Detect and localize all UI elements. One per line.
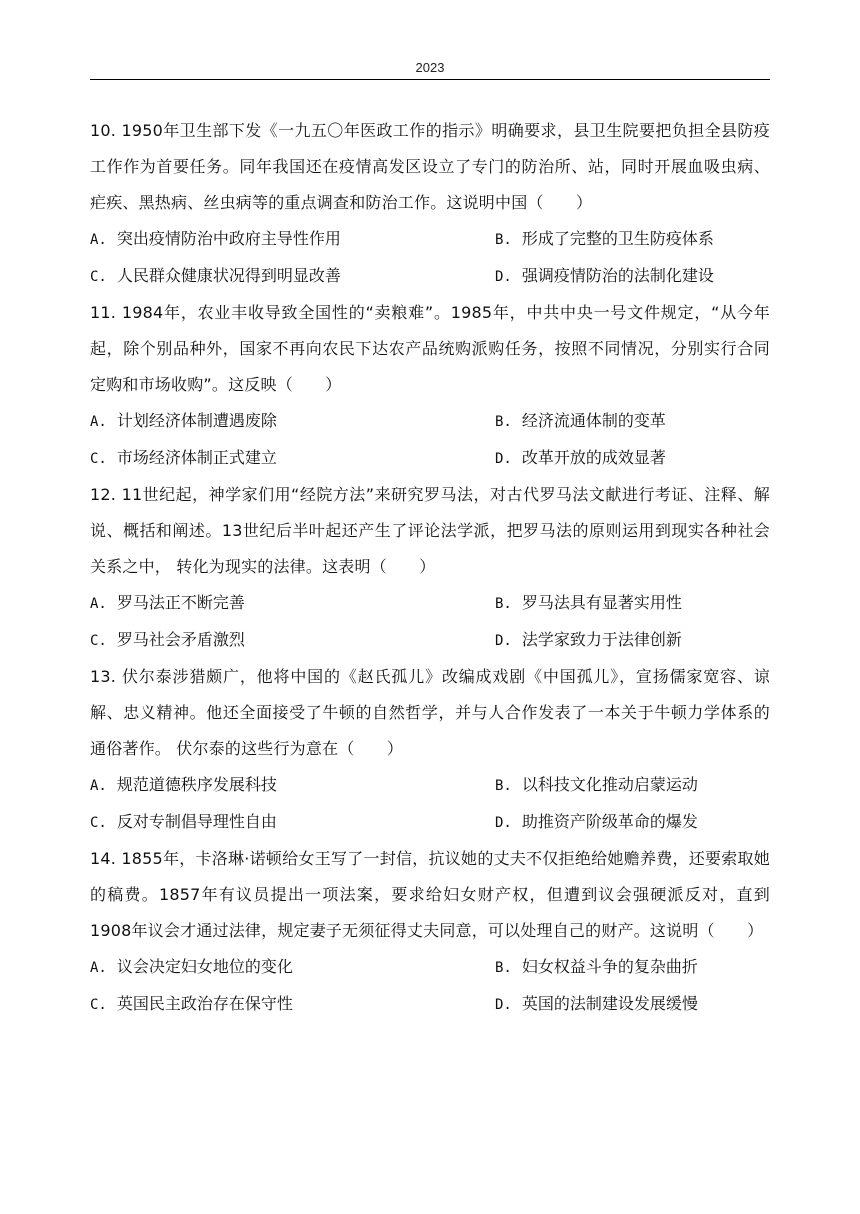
option-b[interactable] bbox=[495, 221, 770, 258]
question-stem: 14. 1855年，卡洛琳·诺顿给女王写了一封信，抗议她的丈夫不仅拒绝给她赡养费，还要索取她的稿费。1857年有议员提出一项法案，要求给妇女财产权，但遭到议会强硬派反对，直到1908年议会才通过法律，规定妻子无须征得丈夫同意，可以处理自己的财产。这说明（ ） bbox=[90, 849, 770, 940]
question-14 bbox=[90, 841, 770, 1023]
question-stem: 12. 11世纪起，神学家们用“经院方法”来研究罗马法，对古代罗马法文献进行考证、注释、解说、概括和阐述。13世纪后半叶起还产生了评论法学派，把罗马法的原则运用到现实各种社会关系之中， 转化为现实的法律。这表明（ ） bbox=[90, 485, 770, 576]
option-a[interactable] bbox=[90, 221, 495, 258]
page-header-year: 2023 bbox=[415, 60, 445, 75]
question-stem: 11. 1984年，农业丰收导致全国性的“卖粮难”。1985年，中共中央一号文件规定，“从今年起，除个别品种外，国家不再向农民下达农产品统购派购任务，按照不同情况，分别实行合同定购和市场收购”。这反映（ ） bbox=[90, 303, 770, 394]
option-text: 突出疫情防治中政府主导性作用 bbox=[116, 229, 341, 248]
question-stem: 10. 1950年卫生部下发《一九五〇年医政工作的指示》明确要求，县卫生院要把负担全县防疫工作作为首要任务。同年我国还在疫情高发区设立了专门的防治所、站，同时开展血吸虫病、疟疾、黑热病、丝虫病等的重点调查和防治工作。这说明中国（ ） bbox=[90, 121, 770, 212]
option-text: 规范道德秩序发展科技 bbox=[116, 775, 277, 794]
option-b[interactable] bbox=[495, 403, 770, 440]
option-d[interactable] bbox=[495, 440, 770, 477]
option-d[interactable] bbox=[495, 258, 770, 295]
option-a[interactable] bbox=[90, 585, 495, 622]
option-text: 经济流通体制的变革 bbox=[521, 411, 666, 430]
option-letter: B. bbox=[495, 778, 512, 794]
option-letter: D. bbox=[495, 269, 512, 285]
option-letter: B. bbox=[495, 414, 512, 430]
option-letter: B. bbox=[495, 232, 512, 248]
option-b[interactable] bbox=[495, 949, 770, 986]
option-text: 强调疫情防治的法制化建设 bbox=[521, 266, 714, 285]
option-b[interactable] bbox=[495, 585, 770, 622]
option-text: 议会决定妇女地位的变化 bbox=[116, 957, 293, 976]
option-text: 市场经济体制正式建立 bbox=[116, 448, 277, 467]
option-b[interactable] bbox=[495, 767, 770, 804]
answer-options bbox=[90, 585, 770, 659]
option-text: 英国民主政治存在保守性 bbox=[116, 994, 293, 1013]
option-text: 以科技文化推动启蒙运动 bbox=[521, 775, 698, 794]
option-text: 妇女权益斗争的复杂曲折 bbox=[521, 957, 698, 976]
option-text: 人民群众健康状况得到明显改善 bbox=[116, 266, 341, 285]
option-d[interactable] bbox=[495, 804, 770, 841]
option-a[interactable] bbox=[90, 949, 495, 986]
option-letter: C. bbox=[90, 451, 107, 467]
option-text: 助推资产阶级革命的爆发 bbox=[521, 812, 698, 831]
answer-options bbox=[90, 221, 770, 295]
option-letter: D. bbox=[495, 451, 512, 467]
header-divider bbox=[90, 79, 770, 80]
option-letter: D. bbox=[495, 997, 512, 1013]
question-13 bbox=[90, 659, 770, 841]
option-a[interactable] bbox=[90, 767, 495, 804]
option-letter: B. bbox=[495, 960, 512, 976]
option-letter: A. bbox=[90, 596, 107, 612]
question-12 bbox=[90, 477, 770, 659]
option-c[interactable] bbox=[90, 258, 495, 295]
option-c[interactable] bbox=[90, 986, 495, 1023]
option-text: 计划经济体制遭遇废除 bbox=[116, 411, 277, 430]
question-stem: 13. 伏尔泰涉猎颇广，他将中国的《赵氏孤儿》改编成戏剧《中国孤儿》，宣扬儒家宽容、谅解、忠义精神。他还全面接受了牛顿的自然哲学，并与人合作发表了一本关于牛顿力学体系的通俗著作。 伏尔泰的这些行为意在（ ） bbox=[90, 667, 770, 758]
option-text: 改革开放的成效显著 bbox=[521, 448, 666, 467]
option-letter: C. bbox=[90, 633, 107, 649]
option-letter: B. bbox=[495, 596, 512, 612]
option-letter: A. bbox=[90, 960, 107, 976]
option-letter: C. bbox=[90, 269, 107, 285]
question-list bbox=[90, 113, 770, 1023]
option-text: 英国的法制建设发展缓慢 bbox=[521, 994, 698, 1013]
answer-options bbox=[90, 767, 770, 841]
option-letter: A. bbox=[90, 778, 107, 794]
question-11 bbox=[90, 295, 770, 477]
option-text: 罗马社会矛盾激烈 bbox=[116, 630, 245, 649]
option-text: 罗马法具有显著实用性 bbox=[521, 593, 682, 612]
option-a[interactable] bbox=[90, 403, 495, 440]
answer-options bbox=[90, 403, 770, 477]
option-letter: D. bbox=[495, 633, 512, 649]
option-text: 形成了完整的卫生防疫体系 bbox=[521, 229, 714, 248]
option-letter: D. bbox=[495, 815, 512, 831]
answer-options bbox=[90, 949, 770, 1023]
question-10 bbox=[90, 113, 770, 295]
option-text: 反对专制倡导理性自由 bbox=[116, 812, 277, 831]
option-c[interactable] bbox=[90, 804, 495, 841]
option-letter: C. bbox=[90, 997, 107, 1013]
option-text: 罗马法正不断完善 bbox=[116, 593, 245, 612]
option-letter: C. bbox=[90, 815, 107, 831]
option-c[interactable] bbox=[90, 440, 495, 477]
option-c[interactable] bbox=[90, 622, 495, 659]
option-d[interactable] bbox=[495, 986, 770, 1023]
option-letter: A. bbox=[90, 414, 107, 430]
option-text: 法学家致力于法律创新 bbox=[521, 630, 682, 649]
option-d[interactable] bbox=[495, 622, 770, 659]
option-letter: A. bbox=[90, 232, 107, 248]
